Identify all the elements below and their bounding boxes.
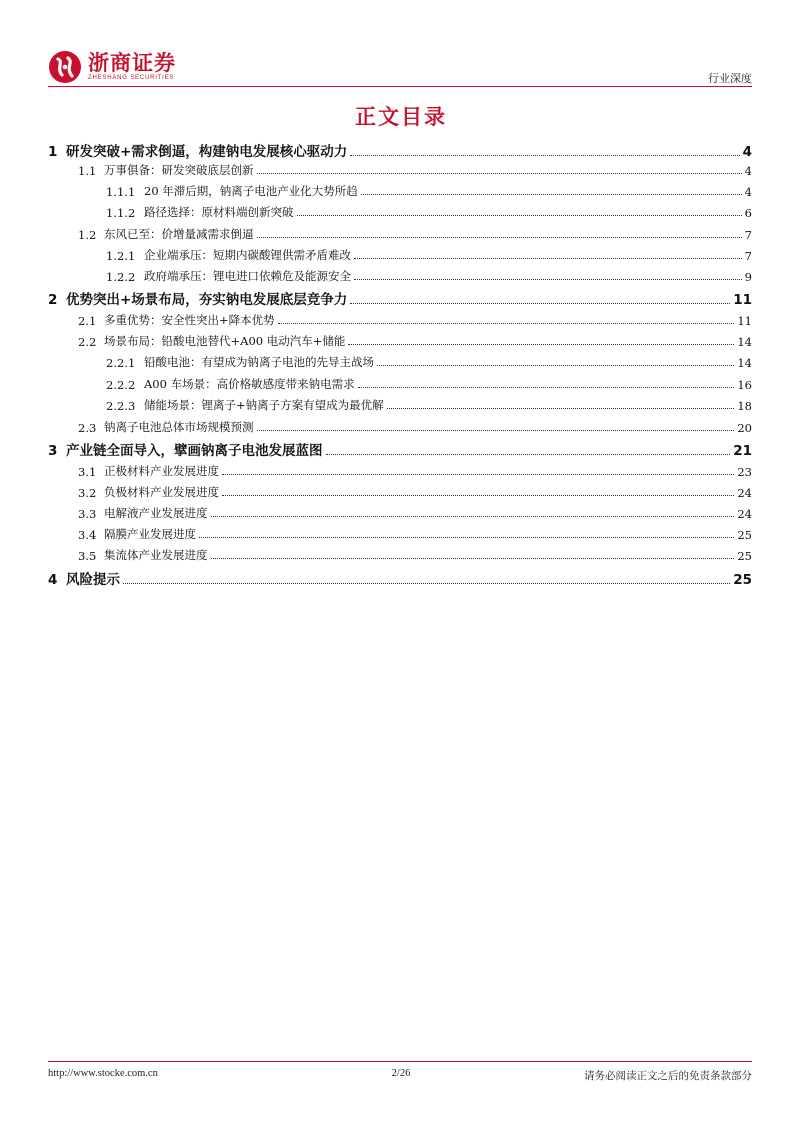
toc-entry-number: 1.1 — [78, 164, 97, 178]
toc-entry-title: 隔膜产业发展进度 — [104, 527, 196, 541]
toc-entry-number: 2.2.1 — [106, 356, 136, 370]
toc-entry-title: 场景布局：铅酸电池替代+A00 电动汽车+储能 — [104, 334, 346, 348]
toc-dot-leader — [350, 155, 739, 156]
toc-entry[interactable] — [78, 547, 752, 563]
toc-dot-leader — [278, 323, 735, 324]
toc-entry-page: 6 — [744, 206, 752, 220]
toc-entry-title: 路径选择：原材料端创新突破 — [144, 205, 294, 219]
toc-entry[interactable] — [106, 376, 752, 392]
toc-entry-page: 4 — [744, 164, 752, 178]
toc-entry[interactable] — [78, 526, 752, 542]
toc-entry[interactable] — [78, 484, 752, 500]
toc-entry-number: 2.2.2 — [106, 378, 136, 392]
toc-entry-title: 负极材料产业发展进度 — [104, 485, 219, 499]
report-type-label: 行业深度 — [708, 72, 752, 85]
toc-entry-page: 20 — [737, 421, 752, 435]
toc-entry-title: 政府端承压：锂电进口依赖危及能源安全 — [144, 269, 351, 283]
toc-entry-page: 11 — [733, 292, 752, 308]
toc-entry[interactable] — [78, 505, 752, 521]
toc-entry-page: 25 — [737, 528, 752, 542]
toc-entry-page: 7 — [744, 228, 752, 242]
toc-dot-leader — [358, 387, 735, 388]
toc-entry[interactable] — [106, 354, 752, 370]
toc-dot-leader — [257, 430, 735, 431]
toc-entry-number: 1.2.1 — [106, 249, 136, 263]
toc-entry-page: 16 — [737, 378, 752, 392]
toc-entry-page: 23 — [737, 465, 752, 479]
page-header — [48, 50, 752, 90]
toc-entry-page: 18 — [737, 399, 752, 413]
toc-entry[interactable] — [78, 419, 752, 435]
toc-entry-number: 1.2 — [78, 228, 97, 242]
toc-entry-page: 7 — [744, 249, 752, 263]
toc-entry-title: 集流体产业发展进度 — [104, 548, 208, 562]
toc-entry-page: 4 — [744, 185, 752, 199]
toc-dot-leader — [222, 495, 734, 496]
toc-entry-title: 优势突出+场景布局，夯实钠电发展底层竞争力 — [66, 292, 348, 308]
toc-entry-title: 20 年滞后期，钠离子电池产业化大势所趋 — [144, 184, 358, 198]
toc-entry-page: 14 — [737, 356, 752, 370]
toc-entry-title: A00 车场景：高价格敏感度带来钠电需求 — [144, 377, 355, 391]
toc-entry-page: 24 — [737, 486, 752, 500]
toc-entry-number: 1 — [48, 144, 58, 160]
toc-dot-leader — [354, 258, 742, 259]
toc-entry-number: 3.1 — [78, 465, 97, 479]
toc-entry-title: 钠离子电池总体市场规模预测 — [104, 420, 254, 434]
toc-entry-page: 11 — [737, 314, 752, 328]
toc-dot-leader — [199, 537, 734, 538]
toc-entry-title: 正极材料产业发展进度 — [104, 464, 219, 478]
toc-dot-leader — [297, 215, 742, 216]
toc-entry[interactable] — [78, 333, 752, 349]
toc-entry-page: 25 — [737, 549, 752, 563]
toc-entry[interactable] — [106, 268, 752, 284]
toc-entry-title: 研发突破+需求倒逼，构建钠电发展核心驱动力 — [66, 144, 348, 160]
header-divider — [48, 86, 752, 87]
toc-dot-leader — [350, 303, 730, 304]
toc-entry-title: 产业链全面导入，擘画钠离子电池发展蓝图 — [66, 443, 323, 459]
toc-dot-leader — [222, 474, 734, 475]
toc-entry-title: 多重优势：安全性突出+降本优势 — [104, 313, 275, 327]
footer-website-link[interactable]: http://www.stocke.com.cn — [48, 1068, 158, 1079]
toc-dot-leader — [361, 194, 742, 195]
toc-entry[interactable] — [48, 568, 752, 588]
toc-dot-leader — [377, 365, 734, 366]
footer-disclaimer: 请务必阅读正文之后的免责条款部分 — [584, 1070, 752, 1082]
toc-entry[interactable] — [106, 247, 752, 263]
toc-entry-number: 3.5 — [78, 549, 97, 563]
toc-entry-number: 3.2 — [78, 486, 97, 500]
toc-entry[interactable] — [106, 397, 752, 413]
toc-entry[interactable] — [78, 463, 752, 479]
footer-page-number: 2/26 — [391, 1068, 411, 1079]
toc-entry-title: 企业端承压：短期内碳酸锂供需矛盾难改 — [144, 248, 351, 262]
toc-dot-leader — [257, 237, 742, 238]
company-logo — [48, 50, 176, 84]
toc-entry-number: 2 — [48, 292, 58, 308]
zheshang-logo-icon — [48, 50, 82, 84]
toc-entry-number: 1.1.2 — [106, 206, 136, 220]
toc-entry-number: 3.4 — [78, 528, 97, 542]
logo-english-name: ZHESHANG SECURITIES — [88, 75, 175, 81]
toc-entry-number: 1.2.2 — [106, 270, 136, 284]
toc-entry-page: 25 — [733, 572, 752, 588]
toc-entry-number: 2.1 — [78, 314, 97, 328]
toc-dot-leader — [123, 583, 730, 584]
toc-entry-page: 9 — [744, 270, 752, 284]
footer-divider — [48, 1061, 752, 1062]
toc-entry-number: 2.2.3 — [106, 399, 136, 413]
toc-entry-page: 4 — [742, 144, 752, 160]
toc-entry-number: 2.3 — [78, 421, 97, 435]
toc-entry-title: 电解液产业发展进度 — [104, 506, 208, 520]
toc-entry-title: 东风已至：价增量减需求倒逼 — [104, 227, 254, 241]
toc-entry-page: 14 — [737, 335, 752, 349]
toc-entry[interactable] — [106, 183, 752, 199]
logo-chinese-name: 浙商证券 — [88, 51, 176, 75]
toc-entry-page: 21 — [733, 443, 752, 459]
toc-entry-title: 风险提示 — [66, 572, 120, 588]
toc-dot-leader — [211, 558, 735, 559]
toc-entry-number: 4 — [48, 572, 58, 588]
toc-entry-page: 24 — [737, 507, 752, 521]
toc-entry[interactable] — [106, 204, 752, 220]
toc-entry-number: 2.2 — [78, 335, 97, 349]
toc-entry-number: 3.3 — [78, 507, 97, 521]
toc-entry[interactable] — [48, 288, 752, 308]
toc-dot-leader — [348, 344, 734, 345]
toc-dot-leader — [387, 408, 735, 409]
toc-entry-number: 3 — [48, 443, 58, 459]
toc-entry[interactable] — [78, 226, 752, 242]
toc-dot-leader — [326, 454, 731, 455]
toc-dot-leader — [354, 279, 742, 280]
toc-entry-title: 万事俱备：研发突破底层创新 — [104, 163, 254, 177]
toc-entry-title: 储能场景：锂离子+钠离子方案有望成为最优解 — [144, 398, 384, 412]
toc-entry-title: 铅酸电池：有望成为钠离子电池的先导主战场 — [144, 355, 374, 369]
toc-entry[interactable] — [48, 140, 752, 160]
toc-entry-number: 1.1.1 — [106, 185, 136, 199]
toc-title: 正文目录 — [355, 105, 447, 129]
toc-dot-leader — [211, 516, 735, 517]
toc-entry[interactable] — [48, 439, 752, 459]
toc-entry[interactable] — [78, 162, 752, 178]
toc-entry[interactable] — [78, 312, 752, 328]
toc-dot-leader — [257, 173, 742, 174]
